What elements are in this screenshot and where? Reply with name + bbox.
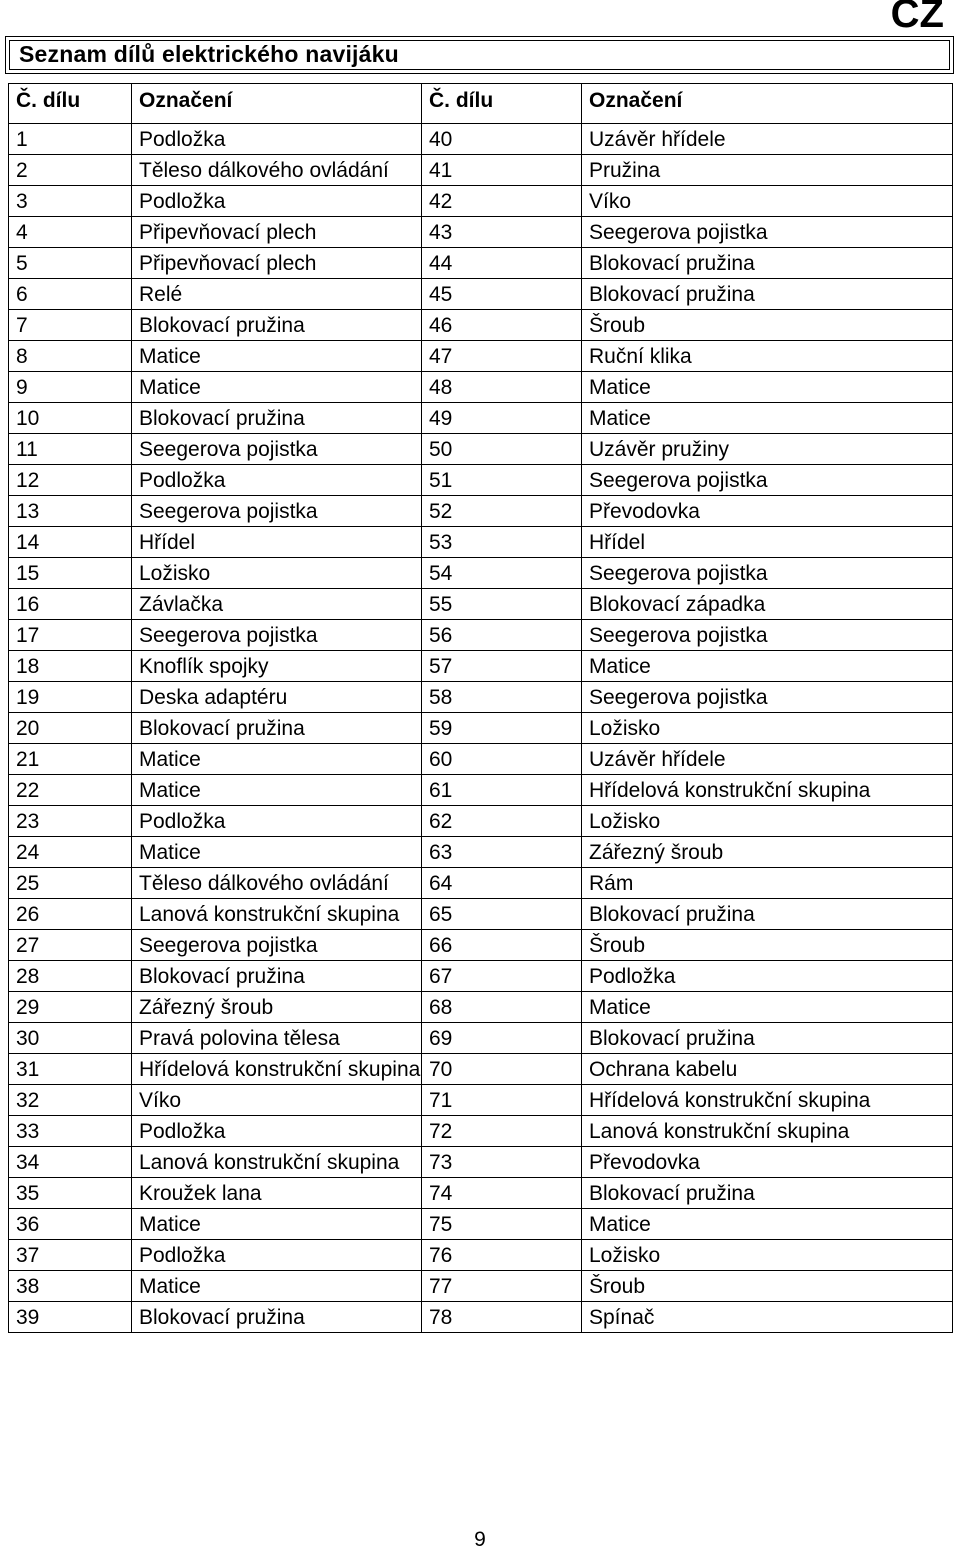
designation-right: Blokovací pružina [582, 279, 953, 310]
part-number-left: 6 [9, 279, 132, 310]
part-number-right: 70 [422, 1054, 582, 1085]
designation-right: Ložisko [582, 713, 953, 744]
part-number-left: 12 [9, 465, 132, 496]
part-number-right: 55 [422, 589, 582, 620]
designation-right: Pružina [582, 155, 953, 186]
part-number-right: 59 [422, 713, 582, 744]
designation-left: Připevňovací plech [132, 217, 422, 248]
designation-left: Podložka [132, 1116, 422, 1147]
page-number: 9 [474, 1528, 486, 1551]
designation-right: Seegerova pojistka [582, 682, 953, 713]
part-number-right: 40 [422, 124, 582, 155]
part-number-right: 63 [422, 837, 582, 868]
part-number-left: 20 [9, 713, 132, 744]
title-box [5, 36, 954, 74]
designation-right: Matice [582, 403, 953, 434]
designation-right: Blokovací pružina [582, 899, 953, 930]
designation-left: Matice [132, 1209, 422, 1240]
table-row [9, 372, 953, 403]
designation-right: Šroub [582, 930, 953, 961]
table-row [9, 868, 953, 899]
table-row [9, 1116, 953, 1147]
designation-right: Seegerova pojistka [582, 558, 953, 589]
designation-right: Šroub [582, 1271, 953, 1302]
table-row [9, 899, 953, 930]
part-number-right: 69 [422, 1023, 582, 1054]
designation-left: Podložka [132, 1240, 422, 1271]
table-row [9, 992, 953, 1023]
designation-left: Připevňovací plech [132, 248, 422, 279]
designation-left: Kroužek lana [132, 1178, 422, 1209]
table-row [9, 1302, 953, 1333]
table-row [9, 496, 953, 527]
part-number-left: 10 [9, 403, 132, 434]
table-row [9, 1023, 953, 1054]
part-number-left: 2 [9, 155, 132, 186]
part-number-left: 38 [9, 1271, 132, 1302]
designation-left: Seegerova pojistka [132, 620, 422, 651]
designation-right: Podložka [582, 961, 953, 992]
designation-left: Těleso dálkového ovládání [132, 155, 422, 186]
table-row [9, 279, 953, 310]
table-row [9, 1178, 953, 1209]
designation-left: Víko [132, 1085, 422, 1116]
designation-right: Seegerova pojistka [582, 217, 953, 248]
designation-right: Blokovací pružina [582, 1178, 953, 1209]
designation-right: Ložisko [582, 1240, 953, 1271]
designation-right: Uzávěr pružiny [582, 434, 953, 465]
designation-right: Uzávěr hřídele [582, 124, 953, 155]
table-header-row [9, 84, 953, 124]
table-row [9, 465, 953, 496]
part-number-left: 8 [9, 341, 132, 372]
part-number-right: 67 [422, 961, 582, 992]
header-designation-left: Označení [132, 84, 422, 124]
designation-left: Podložka [132, 186, 422, 217]
part-number-left: 21 [9, 744, 132, 775]
part-number-right: 77 [422, 1271, 582, 1302]
part-number-right: 58 [422, 682, 582, 713]
designation-right: Hřídelová konstrukční skupina [582, 775, 953, 806]
designation-left: Matice [132, 837, 422, 868]
part-number-right: 48 [422, 372, 582, 403]
part-number-right: 62 [422, 806, 582, 837]
part-number-left: 22 [9, 775, 132, 806]
designation-right: Blokovací pružina [582, 248, 953, 279]
table-row [9, 1054, 953, 1085]
designation-right: Zářezný šroub [582, 837, 953, 868]
part-number-right: 47 [422, 341, 582, 372]
table-row [9, 124, 953, 155]
designation-right: Seegerova pojistka [582, 465, 953, 496]
part-number-left: 7 [9, 310, 132, 341]
table-row [9, 341, 953, 372]
part-number-right: 53 [422, 527, 582, 558]
part-number-left: 37 [9, 1240, 132, 1271]
designation-left: Těleso dálkového ovládání [132, 868, 422, 899]
designation-left: Blokovací pružina [132, 1302, 422, 1333]
part-number-right: 78 [422, 1302, 582, 1333]
part-number-left: 36 [9, 1209, 132, 1240]
part-number-right: 60 [422, 744, 582, 775]
part-number-left: 32 [9, 1085, 132, 1116]
part-number-left: 25 [9, 868, 132, 899]
part-number-left: 23 [9, 806, 132, 837]
part-number-left: 29 [9, 992, 132, 1023]
part-number-right: 76 [422, 1240, 582, 1271]
designation-right: Lanová konstrukční skupina [582, 1116, 953, 1147]
part-number-right: 54 [422, 558, 582, 589]
part-number-right: 68 [422, 992, 582, 1023]
designation-right: Uzávěr hřídele [582, 744, 953, 775]
part-number-right: 61 [422, 775, 582, 806]
designation-right: Ložisko [582, 806, 953, 837]
designation-right: Blokovací pružina [582, 1023, 953, 1054]
designation-left: Seegerova pojistka [132, 496, 422, 527]
part-number-right: 66 [422, 930, 582, 961]
designation-right: Hřídel [582, 527, 953, 558]
designation-left: Hřídel [132, 527, 422, 558]
table-row [9, 434, 953, 465]
parts-table [8, 83, 953, 1333]
table-row [9, 930, 953, 961]
table-row [9, 589, 953, 620]
designation-left: Lanová konstrukční skupina [132, 1147, 422, 1178]
part-number-left: 26 [9, 899, 132, 930]
designation-right: Hřídelová konstrukční skupina [582, 1085, 953, 1116]
table-row [9, 403, 953, 434]
header-part-number-right: Č. dílu [422, 84, 582, 124]
table-row [9, 1085, 953, 1116]
designation-left: Blokovací pružina [132, 310, 422, 341]
part-number-left: 14 [9, 527, 132, 558]
header-designation-right: Označení [582, 84, 953, 124]
part-number-right: 56 [422, 620, 582, 651]
part-number-right: 75 [422, 1209, 582, 1240]
designation-right: Šroub [582, 310, 953, 341]
part-number-left: 18 [9, 651, 132, 682]
designation-left: Ložisko [132, 558, 422, 589]
part-number-left: 35 [9, 1178, 132, 1209]
part-number-left: 3 [9, 186, 132, 217]
part-number-left: 34 [9, 1147, 132, 1178]
part-number-left: 24 [9, 837, 132, 868]
designation-left: Podložka [132, 806, 422, 837]
designation-left: Podložka [132, 465, 422, 496]
designation-left: Závlačka [132, 589, 422, 620]
part-number-left: 33 [9, 1116, 132, 1147]
table-row [9, 682, 953, 713]
part-number-left: 30 [9, 1023, 132, 1054]
part-number-left: 5 [9, 248, 132, 279]
table-row [9, 527, 953, 558]
parts-table-body [9, 124, 953, 1333]
part-number-left: 17 [9, 620, 132, 651]
designation-right: Matice [582, 372, 953, 403]
page-title: Seznam dílů elektrického navijáku [19, 41, 399, 67]
language-code: CZ [890, 0, 944, 36]
table-row [9, 837, 953, 868]
designation-right: Spínač [582, 1302, 953, 1333]
part-number-right: 72 [422, 1116, 582, 1147]
designation-right: Převodovka [582, 496, 953, 527]
part-number-left: 19 [9, 682, 132, 713]
table-row [9, 1271, 953, 1302]
designation-left: Lanová konstrukční skupina [132, 899, 422, 930]
part-number-right: 73 [422, 1147, 582, 1178]
part-number-right: 44 [422, 248, 582, 279]
part-number-left: 13 [9, 496, 132, 527]
designation-left: Deska adaptéru [132, 682, 422, 713]
designation-left: Zářezný šroub [132, 992, 422, 1023]
part-number-right: 50 [422, 434, 582, 465]
part-number-left: 1 [9, 124, 132, 155]
designation-left: Pravá polovina tělesa [132, 1023, 422, 1054]
table-row [9, 775, 953, 806]
table-row [9, 248, 953, 279]
table-row [9, 651, 953, 682]
part-number-right: 57 [422, 651, 582, 682]
table-row [9, 713, 953, 744]
part-number-left: 15 [9, 558, 132, 589]
part-number-left: 39 [9, 1302, 132, 1333]
designation-right: Převodovka [582, 1147, 953, 1178]
table-row [9, 155, 953, 186]
designation-right: Matice [582, 992, 953, 1023]
part-number-right: 46 [422, 310, 582, 341]
part-number-left: 9 [9, 372, 132, 403]
designation-left: Seegerova pojistka [132, 434, 422, 465]
designation-left: Relé [132, 279, 422, 310]
designation-right: Matice [582, 1209, 953, 1240]
part-number-right: 43 [422, 217, 582, 248]
table-row [9, 217, 953, 248]
table-row [9, 744, 953, 775]
part-number-right: 49 [422, 403, 582, 434]
part-number-right: 71 [422, 1085, 582, 1116]
part-number-left: 4 [9, 217, 132, 248]
part-number-right: 42 [422, 186, 582, 217]
designation-right: Ochrana kabelu [582, 1054, 953, 1085]
table-row [9, 1240, 953, 1271]
designation-left: Hřídelová konstrukční skupina [132, 1054, 422, 1085]
designation-right: Víko [582, 186, 953, 217]
part-number-right: 74 [422, 1178, 582, 1209]
part-number-left: 11 [9, 434, 132, 465]
table-row [9, 620, 953, 651]
designation-right: Blokovací západka [582, 589, 953, 620]
table-row [9, 1147, 953, 1178]
designation-left: Matice [132, 341, 422, 372]
designation-right: Ruční klika [582, 341, 953, 372]
part-number-left: 27 [9, 930, 132, 961]
table-row [9, 806, 953, 837]
table-row [9, 961, 953, 992]
designation-left: Seegerova pojistka [132, 930, 422, 961]
table-row [9, 186, 953, 217]
designation-left: Podložka [132, 124, 422, 155]
header-part-number-left: Č. dílu [9, 84, 132, 124]
designation-right: Seegerova pojistka [582, 620, 953, 651]
designation-left: Matice [132, 372, 422, 403]
designation-left: Matice [132, 775, 422, 806]
part-number-right: 41 [422, 155, 582, 186]
part-number-right: 52 [422, 496, 582, 527]
designation-left: Blokovací pružina [132, 961, 422, 992]
designation-left: Blokovací pružina [132, 713, 422, 744]
part-number-left: 28 [9, 961, 132, 992]
part-number-right: 51 [422, 465, 582, 496]
designation-left: Blokovací pružina [132, 403, 422, 434]
part-number-left: 16 [9, 589, 132, 620]
designation-left: Matice [132, 744, 422, 775]
part-number-right: 64 [422, 868, 582, 899]
designation-left: Knoflík spojky [132, 651, 422, 682]
part-number-right: 45 [422, 279, 582, 310]
part-number-left: 31 [9, 1054, 132, 1085]
part-number-right: 65 [422, 899, 582, 930]
designation-left: Matice [132, 1271, 422, 1302]
table-row [9, 558, 953, 589]
designation-right: Matice [582, 651, 953, 682]
table-row [9, 1209, 953, 1240]
designation-right: Rám [582, 868, 953, 899]
table-row [9, 310, 953, 341]
